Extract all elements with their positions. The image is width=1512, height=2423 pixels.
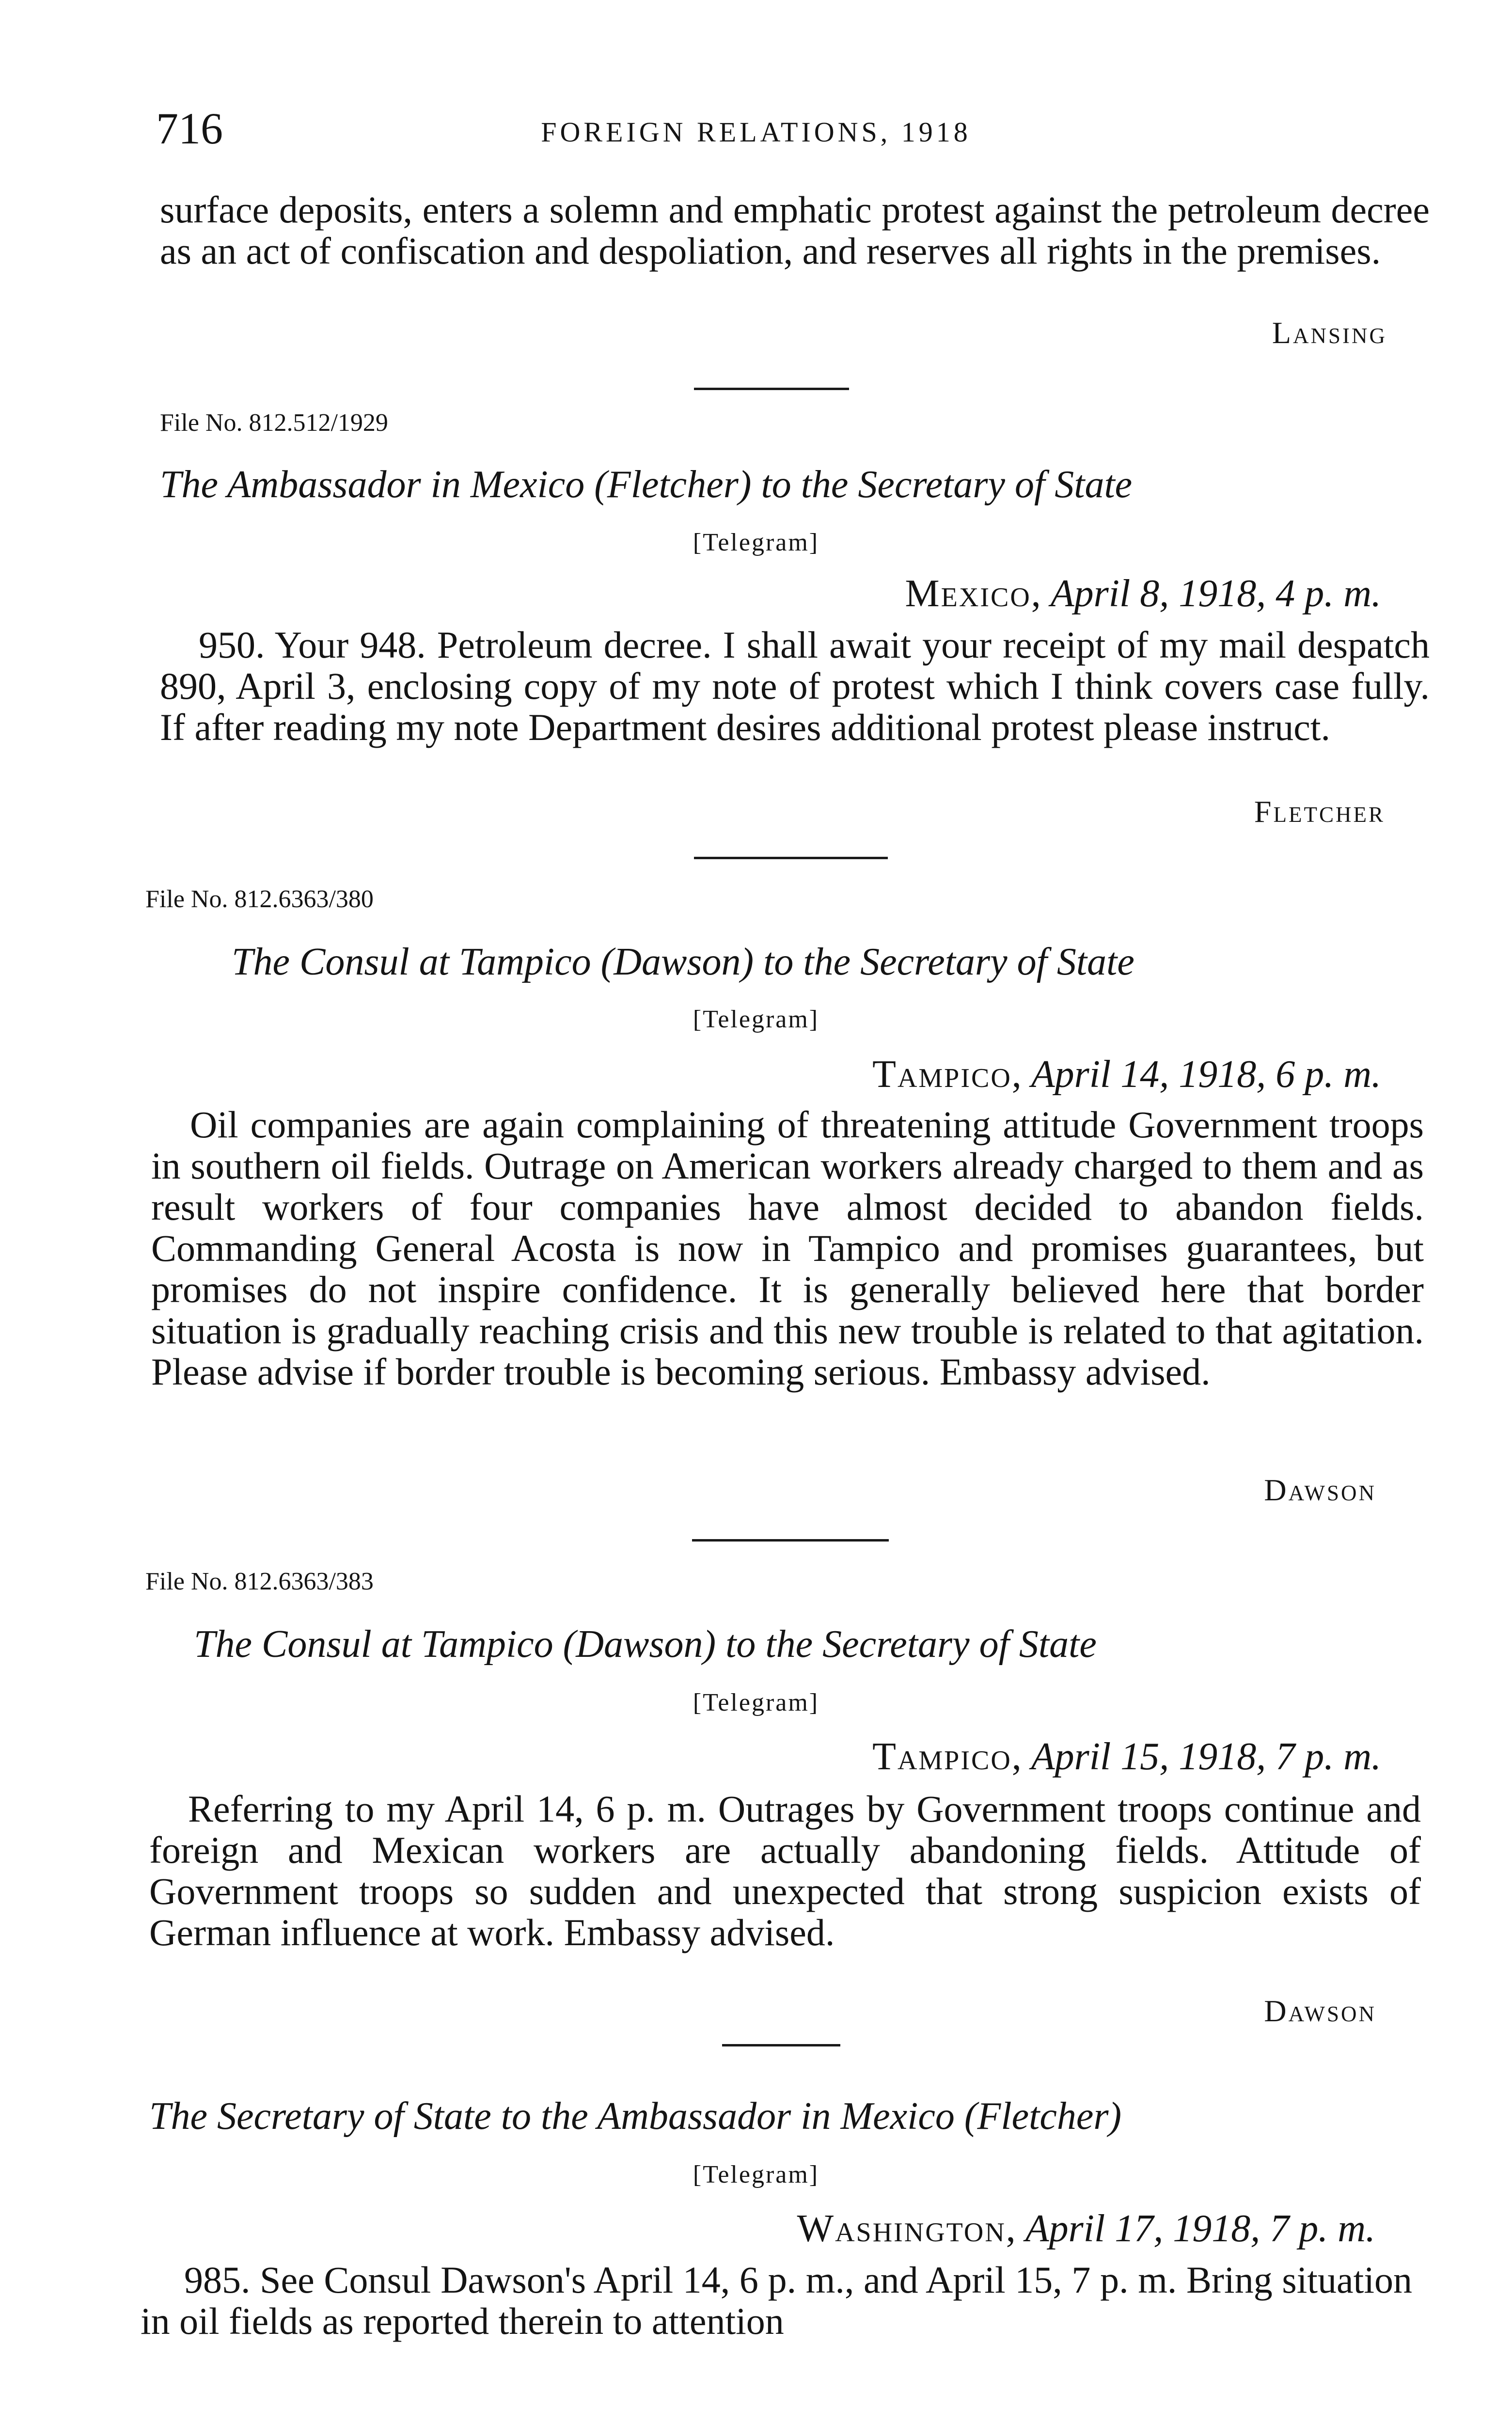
doc4-dateline: Washington, April 17, 1918, 7 p. m. <box>797 2207 1375 2250</box>
doc2-place: Tampico <box>872 1053 1012 1096</box>
doc3-telegram-label: [Telegram] <box>693 1689 819 1716</box>
doc2-date: April 14, 1918, 6 p. m. <box>1031 1053 1381 1096</box>
doc3-file-number: File No. 812.6363/383 <box>145 1568 374 1595</box>
section-divider <box>694 388 849 390</box>
doc2-signature: Dawson <box>1264 1473 1376 1507</box>
doc1-signature: Fletcher <box>1254 794 1385 829</box>
doc1-date: April 8, 1918, 4 p. m. <box>1050 572 1381 615</box>
running-title: FOREIGN RELATIONS, 1918 <box>541 116 971 148</box>
doc3-body: Referring to my April 14, 6 p. m. Outrages by Government troops continue and foreign and Mexican workers are actually abandoning fields. Attitude of Government troops so sudden and unexpected that strong suspicion exists of German influence at work. Embassy advised. <box>149 1788 1421 1953</box>
doc1-dateline: Mexico, April 8, 1918, 4 p. m. <box>905 572 1381 615</box>
doc1-body: 950. Your 948. Petroleum decree. I shall await your receipt of my mail despatch 890, April 3, enclosing copy of my note of protest which I think covers case fully. If after reading my note Department desires additional protest please instruct. <box>160 624 1430 748</box>
doc3-place: Tampico <box>872 1735 1012 1778</box>
doc2-file-number: File No. 812.6363/380 <box>145 885 374 913</box>
doc4-place: Washington <box>797 2207 1006 2250</box>
doc2-dateline: Tampico, April 14, 1918, 6 p. m. <box>872 1053 1381 1096</box>
doc4-heading: The Secretary of State to the Ambassador in Mexico (Fletcher) <box>149 2095 1122 2138</box>
doc2-heading: The Consul at Tampico (Dawson) to the Secretary of State <box>232 941 1134 983</box>
doc4-date: April 17, 1918, 7 p. m. <box>1025 2207 1375 2250</box>
doc2-body: Oil companies are again complaining of threatening attitude Government troops in southern oil fields. Outrage on American workers already charged to them and as result workers of four companies have almost decided to abandon fields. Commanding General Acosta is now in Tampico and promises guarantees, but promises do not inspire confidence. It is generally believed here that border situation is gradually reaching crisis and this new trouble is related to that agitation. Please advise if border trouble is becoming serious. Embassy advised. <box>151 1103 1424 1393</box>
doc3-dateline: Tampico, April 15, 1918, 7 p. m. <box>872 1735 1381 1778</box>
doc2-telegram-label: [Telegram] <box>693 1006 819 1033</box>
doc0-body: surface deposits, enters a solemn and emphatic protest against the petroleum decree as an act of confiscation and despoliation, and reserves all rights in the premises. <box>160 189 1430 272</box>
doc0-signature: Lansing <box>1272 315 1387 350</box>
doc1-file-number: File No. 812.512/1929 <box>160 409 388 437</box>
doc3-heading: The Consul at Tampico (Dawson) to the Secretary of State <box>194 1623 1097 1666</box>
section-divider <box>694 857 888 859</box>
section-divider <box>722 2044 840 2046</box>
doc1-heading: The Ambassador in Mexico (Fletcher) to the Secretary of State <box>160 463 1133 506</box>
doc4-body: 985. See Consul Dawson's April 14, 6 p. m., and April 15, 7 p. m. Bring situation in oil fields as reported therein to attention <box>141 2259 1412 2342</box>
section-divider <box>692 1539 889 1542</box>
doc1-place: Mexico <box>905 572 1031 615</box>
doc3-signature: Dawson <box>1264 1994 1376 2028</box>
page-number: 716 <box>156 104 223 153</box>
doc3-date: April 15, 1918, 7 p. m. <box>1031 1735 1381 1778</box>
doc1-telegram-label: [Telegram] <box>693 529 819 556</box>
doc4-telegram-label: [Telegram] <box>693 2161 819 2188</box>
